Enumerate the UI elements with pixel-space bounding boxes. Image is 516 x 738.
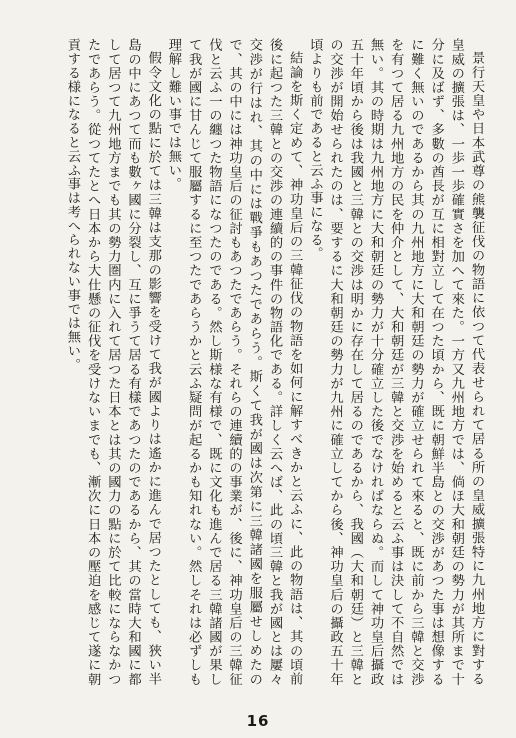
paragraph-3: 假令文化の點に於ては三韓は支那の影響を受けて我が國よりは遙かに進んで居つたとしても、狹い半島の中にあつて而も數ヶ國に分裂し、互に爭うて居る有樣であつたのであるから、其の當時大和國に都して居つて九州地方までも其の勢力圏内に入れて居つた日本とは其の國力の點に於て比較にならなかつたであらう。從つてたとへ日本から大仕懸の征伐を受けないまでも、漸次に日本の壓迫を感じて遂に朝貢する様になると云ふ事は考へられない事では無い。	[64, 38, 161, 686]
page-number: 16	[246, 712, 270, 730]
paragraph-1: 景行天皇や日本武尊の熊襲征伐の物語に依つて代表せられて居る所の皇威擴張特に九州地方に對する皇威の擴張は、一歩一歩確實さを加へて來た。一方又九州地方では、倘ほ大和朝廷の勢力が其所まで十分に及ばず、多數の酋長が互に相對立して在つた頃から、既に朝鮮半島との交渉があつた事は想像するに難く無いのであるから其の九州地方に大和朝廷の勢力が確立せられて來ると、既に前から三韓と交渉を有つて居る九州地方の民を仲介として、大和朝廷が三韓と交渉を始めると云ふ事は決して不自然では無い。其の時期は九州地方に大和朝廷の勢力が十分確立した後でなければならぬ。而して神功皇后攝政五十年頃から後は我國と三韓との交渉は明かに存在して居るのであるから、我國（大和朝廷）と三韓との交渉が開始せられたのは、要するに大和朝廷の勢力が九州に確立してから後、神功皇后の攝政五十年頃よりも前であると云ふ事になる。	[307, 38, 484, 686]
body-text	[24, 38, 486, 686]
paragraph-2: 結論を斯く定めて、神功皇后の三韓征伐の物語を如何に解すべきかと云ふに、此の物語は、其の頃前後に起つた三韓との交渉の連續的の事件の物語化である。詳しく云へば、此の頃三韓と我が國とは屢々交渉が行はれ、其の中には戰爭もあつたであらう。斯くて我が國は次第に三韓諸國を服屬せしめたので、其の中には神功皇后の征討もあつたであらう。それらの連續的の事業が、後に、神功皇后の三韓征伐と云ふ一の纏つた物語になつたのである。然し斯様な有様で、既に文化も進んで居る三韓諸國が果して我が國に甘んじて服屬するに至つたであらうかと云ふ疑問が起るかも知れない。然しそれは必ずしも理解し難い事では無い。	[165, 38, 303, 686]
